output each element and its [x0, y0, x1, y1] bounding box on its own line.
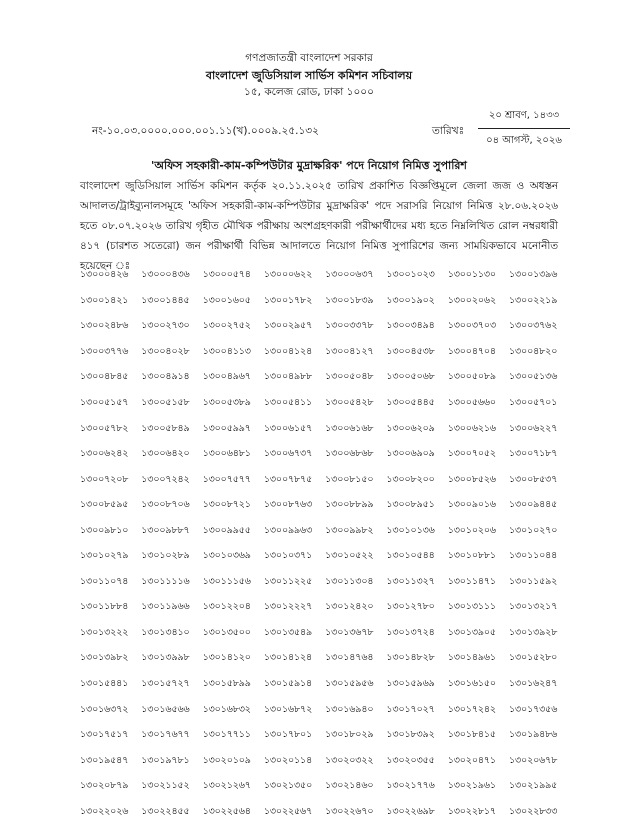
roll-number: ১৩০২২০২৬: [80, 805, 129, 817]
roll-row: [80, 493, 564, 519]
roll-number: ১৩০১৫৯১৪: [263, 678, 313, 690]
roll-row: [80, 416, 564, 442]
roll-row: [80, 697, 564, 723]
roll-number: ১৩০১১৮৮৪: [80, 601, 129, 613]
roll-number: ১৩০১৯৫৪৭: [80, 754, 129, 766]
roll-number: ১৩০০০৬২২: [263, 269, 313, 281]
roll-number: ১৩০১৩৪১০: [141, 626, 190, 638]
roll-number: ১৩০১৪১২৪: [263, 652, 313, 664]
roll-number: ১৩০০২২১৯: [508, 294, 558, 306]
roll-number: ১৩০০৩৭৬২: [508, 320, 558, 332]
roll-number: ১৩০০২৭৫২: [202, 320, 251, 332]
roll-number: ১৩০০৬১৫৭: [263, 422, 313, 434]
roll-number: ১৩০০৬২৪২: [80, 448, 129, 460]
date-bangla: ২০ শ্রাবণ, ১৪৩৩: [478, 108, 570, 129]
office-name: বাংলাদেশ জুডিসিয়াল সার্ভিস কমিশন সচিবালয়: [205, 69, 413, 82]
roll-number: ১৩০২১৪৬০: [325, 780, 374, 792]
roll-number: ১৩০০৫০৮৯: [447, 371, 496, 383]
roll-number: ১৩০১৩৫০০: [202, 626, 251, 638]
roll-number: ১৩০১০২৮৯: [141, 550, 190, 562]
roll-number: ১৩০০১১৩০: [447, 269, 496, 281]
roll-row: [80, 570, 564, 596]
roll-number: ১৩০০৭০৫২: [447, 448, 496, 460]
roll-number: ১৩০০৬৮৬৮: [325, 448, 374, 460]
roll-number: ১৩০১৪৯৬১: [447, 652, 496, 664]
roll-number: ১৩০১৯৪৮৬: [508, 729, 558, 741]
roll-number: ১৩০১২২২৭: [263, 601, 313, 613]
roll-number: ১৩০১১৪৭১: [447, 575, 496, 587]
roll-number: ১৩০১৪১২০: [202, 652, 251, 664]
roll-number: ১৩০০৪৯৬৭: [202, 371, 251, 383]
roll-number: ১৩০০৪০২৮: [141, 345, 190, 357]
roll-row: [80, 595, 564, 621]
roll-number: ১৩০১০৩৬৯: [202, 550, 251, 562]
subject-line: 'অফিস সহকারী-কাম-কম্পিউটার মুদ্রাক্ষরিক' পদে নিয়োগ নিমিত্ত সুপারিশ: [151, 159, 467, 172]
roll-number: ১৩০০৩৭৭৬: [80, 345, 129, 357]
roll-row: [80, 263, 564, 289]
roll-number: ১৩০১৭৫১৭: [80, 729, 129, 741]
roll-number: ১৩০০৬১৬৮: [325, 422, 374, 434]
roll-number: ১৩০০১৯০২: [386, 294, 435, 306]
government-name: গণপ্রজাতন্ত্রী বাংলাদেশ সরকার: [245, 52, 373, 64]
roll-row: [80, 544, 564, 570]
roll-number: ১৩০০১৪৪৫: [141, 294, 190, 306]
roll-number: ১৩০০৪১২৭: [325, 345, 374, 357]
roll-number: ১৩০০১৪২১: [80, 294, 129, 306]
roll-number: ১৩০০০৫৭৪: [202, 269, 251, 281]
roll-row: [80, 723, 564, 749]
roll-number: ১৩০২০১১৪: [263, 754, 313, 766]
roll-number: ১৩০১৫৪৪১: [80, 678, 129, 690]
roll-number: ১৩০০৬২১৬: [447, 422, 496, 434]
roll-row: [80, 621, 564, 647]
office-address: ১৫, কলেজ রোড, ঢাকা ১০০০: [244, 86, 374, 98]
roll-number: ১৩০০১৮৩৯: [325, 294, 374, 306]
roll-number: ১৩০১৩৯৮২: [80, 652, 129, 664]
roll-number: ১৩০২২৫৬৭: [263, 805, 313, 817]
roll-number: ১৩০১০২০৬: [447, 524, 496, 536]
body-paragraph: বাংলাদেশ জুডিসিয়াল সার্ভিস কমিশন কর্তৃক ২০.১১.২০২৫ তারিখ প্রকাশিত বিজ্ঞপ্তিমূলে জেলা জজ ও অধস্তন আদালত/ট্রাইব্যুনালসমূহে 'অফিস সহকারী-কাম-কম্পিউটার মুদ্রাক্ষরিক' পদে সরাসরি নিয়োগ নিমিত্ত ২৮.০৬.২০২৬ হতে ০৮.০৭.২০২৬ তারিখ গৃহীত মৌখিক পরীক্ষায় অংশগ্রহণকারী পরীক্ষার্থীদের মধ্য হতে নিম্নলিখিত রোল নম্বরধারী ৪১৭ (চারশত সতেরো) জন পরীক্ষার্থী বিভিন্ন আদালতে নিয়োগ নিমিত্ত সুপারিশের জন্য সাময়িকভাবে মনোনীত হয়েছেন ঃ: [80, 180, 558, 272]
roll-number: ১৩০০৮২০০: [386, 473, 435, 485]
roll-number: ১৩০১৩২২২: [80, 626, 129, 638]
roll-row: [80, 646, 564, 672]
roll-number: ১৩০১৭৮০১: [263, 729, 313, 741]
roll-number: ১৩০২২৮১৭: [447, 805, 496, 817]
roll-number: ১৩০২২৮৩৩: [508, 805, 558, 817]
roll-number: ১৩০০৪১১৩: [202, 345, 251, 357]
roll-number: ১৩০০৭৮৭৫: [263, 473, 313, 485]
roll-number: ১৩০০৩৭০৩: [447, 320, 496, 332]
roll-number: ১৩০০৯৯৬৩: [263, 524, 313, 536]
roll-row: [80, 340, 564, 366]
roll-number: ১৩০০৫৮৪৯: [141, 422, 190, 434]
roll-number: ১৩০০৮৭২১: [202, 499, 251, 511]
roll-number: ১৩০০৯০১৬: [447, 499, 496, 511]
roll-number: ১৩০১৩৯৯৮: [141, 652, 190, 664]
roll-number: ১৩০২০৩৫৫: [386, 754, 435, 766]
roll-number: ১৩০২০১০৯: [202, 754, 251, 766]
roll-number: ১৩০০৮৫২৬: [447, 473, 496, 485]
roll-number: ১৩০০৫৭৮২: [80, 422, 129, 434]
roll-number: ১৩০১৯৭৮১: [141, 754, 190, 766]
roll-number: ১৩০১৪৭৬৪: [325, 652, 374, 664]
roll-number: ১৩০০৫৬৬০: [447, 397, 496, 408]
roll-number: ১৩০০৫৯৯৭: [202, 422, 251, 434]
roll-number: ১৩০০৪৫৩৮: [386, 345, 435, 357]
roll-number: ১৩০১৭৭১১: [202, 729, 251, 741]
roll-number: ১৩০১০২৭০: [508, 524, 558, 536]
roll-number: ১৩০১৩৯০৫: [447, 626, 496, 638]
roll-number: ১৩০১৫২৮০: [508, 652, 558, 664]
roll-number: ১৩০০২৭৩০: [141, 320, 190, 332]
roll-row: [80, 442, 564, 468]
roll-number: ১৩০০১৩৯৬: [508, 269, 558, 281]
roll-row: [80, 467, 564, 493]
roll-number: ১৩০০৩৪৯৪: [386, 320, 435, 332]
date-english: ০৪ আগস্ট, ২০২৬: [486, 135, 562, 146]
roll-number: ১৩০১২৭৮০: [386, 601, 435, 613]
roll-number: ১৩০০৪৯১৪: [141, 371, 190, 383]
roll-number: ১৩০০৮৯৫১: [386, 499, 435, 511]
roll-number: ১৩০০৬৭৩৭: [263, 448, 313, 460]
roll-number: ১৩০১৭০২৭: [386, 703, 435, 715]
roll-number: ১৩০০২৯৫৭: [263, 320, 313, 332]
letterhead: [0, 50, 618, 101]
roll-number: ১৩০১৩১১১: [447, 601, 496, 613]
roll-number: ১৩০০৪৯৮৮: [263, 371, 313, 383]
roll-row: [80, 391, 564, 417]
roll-number: ১৩০০১৬০৫: [202, 294, 251, 306]
roll-number: ১৩০২১৯৯৫: [508, 780, 558, 792]
roll-number: ১৩০১০৫৪৪: [386, 550, 435, 562]
roll-number: ১৩০০৬৪২০: [141, 448, 190, 460]
roll-number: ১৩০২০৩২২: [325, 754, 374, 766]
roll-number: ১৩০২০৬৭৮: [508, 754, 558, 766]
roll-number: ১৩০২১৭৭৬: [386, 780, 435, 792]
roll-number: ১৩০২২৬৯৮: [386, 805, 435, 817]
roll-number: ১৩০০৩৩৭৮: [325, 320, 374, 332]
roll-number: ১৩০২২৬৭০: [325, 805, 374, 817]
roll-number: ১৩০০৮৮৯৯: [325, 499, 374, 511]
roll-number: ১৩০০৫৪১১: [263, 397, 313, 408]
roll-number: ১৩০১৭২৪২: [447, 703, 496, 715]
roll-number: ১৩০০৭৫৭৭: [202, 473, 251, 485]
roll-number: ১৩০০৪৮২০: [508, 345, 558, 357]
roll-number-grid: [80, 263, 564, 825]
roll-number: ১৩০১৭৬৭৭: [141, 729, 190, 741]
roll-number: ১৩০১৬৮৭২: [263, 703, 313, 715]
roll-number: ১৩০১৬৮৩২: [202, 703, 251, 715]
roll-row: [80, 518, 564, 544]
roll-number: ১৩০১৫৭২৭: [141, 678, 190, 690]
roll-row: [80, 799, 564, 825]
roll-number: ১৩০১০৫২২: [325, 550, 374, 562]
roll-number: ১৩০০৮৫৩৭: [508, 473, 558, 485]
roll-number: ১৩০১৫৯৬৯: [386, 678, 435, 690]
roll-number: ১৩০০৮৫৯৫: [80, 499, 129, 511]
roll-number: ১৩০১০১৩৬: [386, 524, 435, 536]
roll-number: ১৩০০৬৪৮১: [202, 448, 251, 460]
date-label: তারিখঃ: [432, 125, 465, 137]
roll-number: ১৩০০৪৭০৪: [447, 345, 496, 357]
roll-number: ১৩০০০৪২৬: [80, 269, 129, 281]
date-block: [478, 108, 570, 150]
roll-number: ১৩০০৯৮১০: [80, 524, 129, 536]
memo-number: নং-১০.০৩.০০০০.০০০.০০১.১১(খ).০০০৯.২৫.১৩২: [92, 125, 319, 137]
roll-number: ১৩০০৫৪৪৫: [386, 397, 435, 408]
roll-number: ১৩০১১৯৬৬: [141, 601, 190, 613]
roll-number: ১৩০১৪৮২৮: [386, 652, 435, 664]
roll-number: ১৩০১২৪২০: [325, 601, 374, 613]
roll-number: ১৩০০৫১৫৭: [80, 397, 129, 408]
roll-number: ১৩০০৭১৮৭: [508, 448, 558, 460]
roll-number: ১৩০০৬২০৯: [386, 422, 435, 434]
roll-number: ১৩০০২৪৮৬: [80, 320, 129, 332]
roll-row: [80, 314, 564, 340]
roll-row: [80, 289, 564, 315]
roll-number: ১৩০০৫০৬৮: [386, 371, 435, 383]
roll-number: ১৩০০৪১২৪: [263, 345, 313, 357]
roll-number: ১৩০১৩৫৪৯: [263, 626, 313, 638]
roll-number: ১৩০০০৪৩৬: [141, 269, 190, 281]
roll-number: ১৩০০৫৭০১: [508, 397, 558, 408]
roll-number: ১৩০১১৫৯২: [508, 575, 558, 587]
roll-number: ১৩০০১৭৮২: [263, 294, 313, 306]
roll-number: ১৩০১১০৭৪: [80, 575, 129, 587]
roll-number: ১৩০১১০৪৪: [508, 550, 558, 562]
roll-number: ১৩০১৬১৫০: [447, 678, 496, 690]
roll-row: [80, 672, 564, 698]
roll-number: ১৩০১৩৬৭৮: [325, 626, 374, 638]
roll-number: ১৩০১১৩২৭: [386, 575, 435, 587]
roll-number: ১৩০০১০২৩: [386, 269, 435, 281]
roll-number: ১৩০০৬২২৭: [508, 422, 558, 434]
roll-row: [80, 774, 564, 800]
roll-number: ১৩০২০৪৭১: [447, 754, 496, 766]
roll-number: ১৩০১৩৭২৪: [386, 626, 435, 638]
roll-number: ১৩০২১৩৫০: [263, 780, 313, 792]
roll-number: ১৩০০৫৩৮৯: [202, 397, 251, 408]
roll-number: ১৩০১৫৮৯৯: [202, 678, 251, 690]
roll-number: ১৩০১৫৯৫৬: [325, 678, 374, 690]
roll-number: ১৩০১৭৩৫৬: [508, 703, 558, 715]
roll-number: ১৩০২২৫৬৪: [202, 805, 251, 817]
roll-number: ১৩০০৯৪৪৫: [508, 499, 558, 511]
roll-number: ১৩০০৬৯০৯: [386, 448, 435, 460]
roll-number: ১৩০০৮১৫০: [325, 473, 374, 485]
roll-number: ১৩০০০৬৩৭: [325, 269, 374, 281]
roll-number: ১৩০১০৮৮১: [447, 550, 496, 562]
roll-number: ১৩০১১২২৫: [263, 575, 313, 587]
roll-number: ১৩০১৮৪১৫: [447, 729, 496, 741]
roll-number: ১৩০২১১৫২: [141, 780, 190, 792]
roll-number: ১৩০১৬৩৭২: [80, 703, 129, 715]
roll-number: ১৩০২১৯৬১: [447, 780, 496, 792]
roll-number: ১৩০১০৩৭১: [263, 550, 313, 562]
roll-number: ১৩০১২২০৪: [202, 601, 251, 613]
roll-number: ১৩০১১৩০৪: [325, 575, 374, 587]
roll-number: ১৩০২২৪৫৫: [141, 805, 190, 817]
roll-number: ১৩০০৮৭০৬: [141, 499, 190, 511]
roll-number: ১৩০০৫০৪৮: [325, 371, 374, 383]
roll-number: ১৩০০৫৪২৮: [325, 397, 374, 408]
roll-number: ১৩০১৩৯২৮: [508, 626, 558, 638]
roll-number: ১৩০১৬২৪৭: [508, 678, 558, 690]
roll-number: ১৩০০৪৮৪৫: [80, 371, 129, 383]
roll-row: [80, 365, 564, 391]
roll-number: ১৩০১১১১৬: [141, 575, 190, 587]
roll-number: ১৩০০৯৯৮২: [325, 524, 374, 536]
roll-number: ১৩০০৯৯৫৫: [202, 524, 251, 536]
roll-number: ১৩০১৮৩৯২: [386, 729, 435, 741]
roll-number: ১৩০১৮০২৯: [325, 729, 374, 741]
roll-number: ১৩০১৩২১৭: [508, 601, 558, 613]
roll-number: ১৩০১০২৭৯: [80, 550, 129, 562]
roll-number: ১৩০০৭২৪২: [141, 473, 190, 485]
roll-number: ১৩০০৮৭৬৩: [263, 499, 313, 511]
roll-row: [80, 748, 564, 774]
roll-number: ১৩০০২০৬২: [447, 294, 496, 306]
roll-number: ১৩০১১১৫৬: [202, 575, 251, 587]
roll-number: ১৩০২১২৬৭: [202, 780, 251, 792]
roll-number: ১৩০২০৮৭৯: [80, 780, 129, 792]
roll-number: ১৩০০৫১৩৬: [508, 371, 558, 383]
roll-number: ১৩০০৭২০৮: [80, 473, 129, 485]
roll-number: ১৩০১৬৯৪০: [325, 703, 374, 715]
roll-number: ১৩০১৬৫৬৬: [141, 703, 190, 715]
roll-number: ১৩০০৯৮৮৭: [141, 524, 190, 536]
roll-number: ১৩০০৫১৫৮: [141, 397, 190, 408]
